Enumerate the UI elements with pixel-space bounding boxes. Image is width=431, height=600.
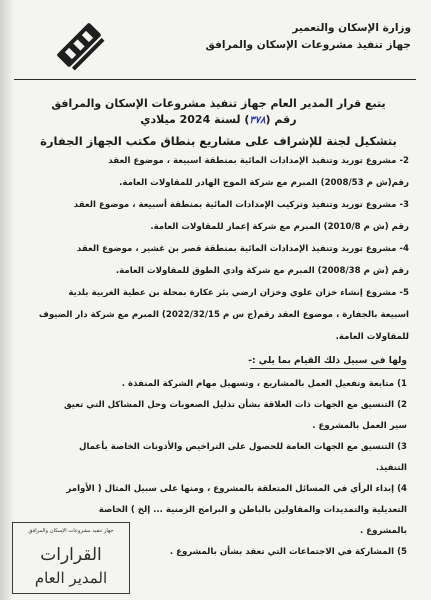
list-item: [16, 374, 407, 395]
agency-name: جهاز تنفيذ مشروعات الإسكان والمرافق: [205, 39, 411, 51]
list-item: [16, 437, 407, 479]
scan-edge-shadow: [0, 0, 14, 600]
decision-number-handwritten: ٣٧٨: [249, 115, 266, 126]
list-item: [16, 194, 409, 238]
list-item: [16, 395, 407, 437]
list-item: [16, 150, 409, 194]
list-item-line: 4- مشروع توريد وتنفيذ الإمدادات المائية بمنطقة قصر بن غشير ، موضوع العقد: [76, 244, 409, 254]
ministry-name: وزارة الإسكان والتعمير: [292, 22, 411, 34]
list-item-line: اسبيعة بالجفارة ، موضوع العقد رقم(ج س م 2022/32/15) المبرم مع شركة دار الضيوف: [38, 310, 409, 320]
list-item-line: رقم (ش م 2008/38) المبرم مع شركة وادي الطوق للمقاولات العامة.: [115, 266, 409, 276]
header-divider: [14, 79, 416, 80]
ministry-logo-icon: [48, 14, 110, 76]
stamp-title: القرارات: [40, 545, 102, 565]
list-item-line: 2- مشروع توريد وتنفيذ الإمدادات المائية بمنطقة اسبيعة ، موضوع العقد: [108, 156, 409, 166]
tasks-heading-underline: [250, 368, 406, 369]
tasks-heading: ولها في سبيل ذلك القيام بما يلي :-: [248, 356, 407, 366]
list-item-line: 1) متابعة وتفعيل العمل بالمشاريع ، وتسهيل مهام الشركة المنفذة .: [121, 379, 407, 389]
decision-line-2: [28, 112, 409, 129]
list-item-line: 2) التنسيق مع الجهات ذات العلاقة بشأن تذليل الصعوبات وحل المشاكل التي تعيق: [63, 400, 407, 410]
list-item-line: رقم (ش م 2010/8) المبرم مع شركة إعمار للمقاولات العامة.: [150, 222, 409, 232]
list-item: [16, 282, 409, 348]
list-item: [16, 238, 409, 282]
list-item-line: 5) المشاركة في الاجتماعات التي تعقد بشأن بالمشروع .: [169, 547, 407, 557]
list-item-line: سير العمل بالمشروع .: [312, 421, 407, 431]
list-item-line: 3- مشروع توريد وتنفيذ وتركيب الإمدادات المائية بمنطقة أسبيعة ، موضوع العقد: [73, 200, 409, 210]
list-item-line: التعديلية والتمديدات والمقاولين بالباطن و البرامج الزمنية ... إلخ ) الخاصة: [98, 505, 407, 515]
ministry-header: [171, 20, 411, 54]
stamp-header: جهاز تنفيذ مشروعات الإسكان والمرافق: [28, 528, 114, 534]
decision-number-label: رقم (: [265, 113, 297, 126]
decision-title-block: [28, 96, 409, 150]
stamp-subtitle: المدير العام: [34, 569, 108, 587]
list-item-line: 3) التنسيق مع الجهات العامة للحصول على التراخيص والأذونات الخاصة بأعمال: [78, 442, 407, 452]
list-item-line: بالمشروع .: [359, 526, 407, 536]
list-item-line: 5- مشروع إنشاء خزان علوي وخزان ارضي بئر عكارة بمحلة بن عطية الغربية بلدية: [68, 288, 409, 298]
decision-line-1: يتبع قرار المدير العام جهاز تنفيذ مشروعات الإسكان والمرافق: [51, 97, 386, 110]
list-item-line: رقم(ش م 2008/53) المبرم مع شركة الموج الهادر للمقاولات العامة.: [119, 178, 409, 188]
decision-year: ) لسنة 2024 ميلادي: [140, 113, 250, 126]
list-item-line: 4) إبداء الرأي في المسائل المتعلقة بالمشروع ، ومنها على سبيل المثال ( الأوامر: [66, 484, 407, 494]
decision-subject: بتشكيل لجنة للإشراف على مشاريع بنطاق مكتب الجهاز الجفارة: [40, 134, 397, 148]
list-item-line: التنفيذ.: [375, 463, 407, 473]
decisions-stamp: [12, 522, 130, 594]
list-item-line: للمقاولات العامة.: [335, 332, 409, 342]
projects-list: [16, 150, 409, 348]
